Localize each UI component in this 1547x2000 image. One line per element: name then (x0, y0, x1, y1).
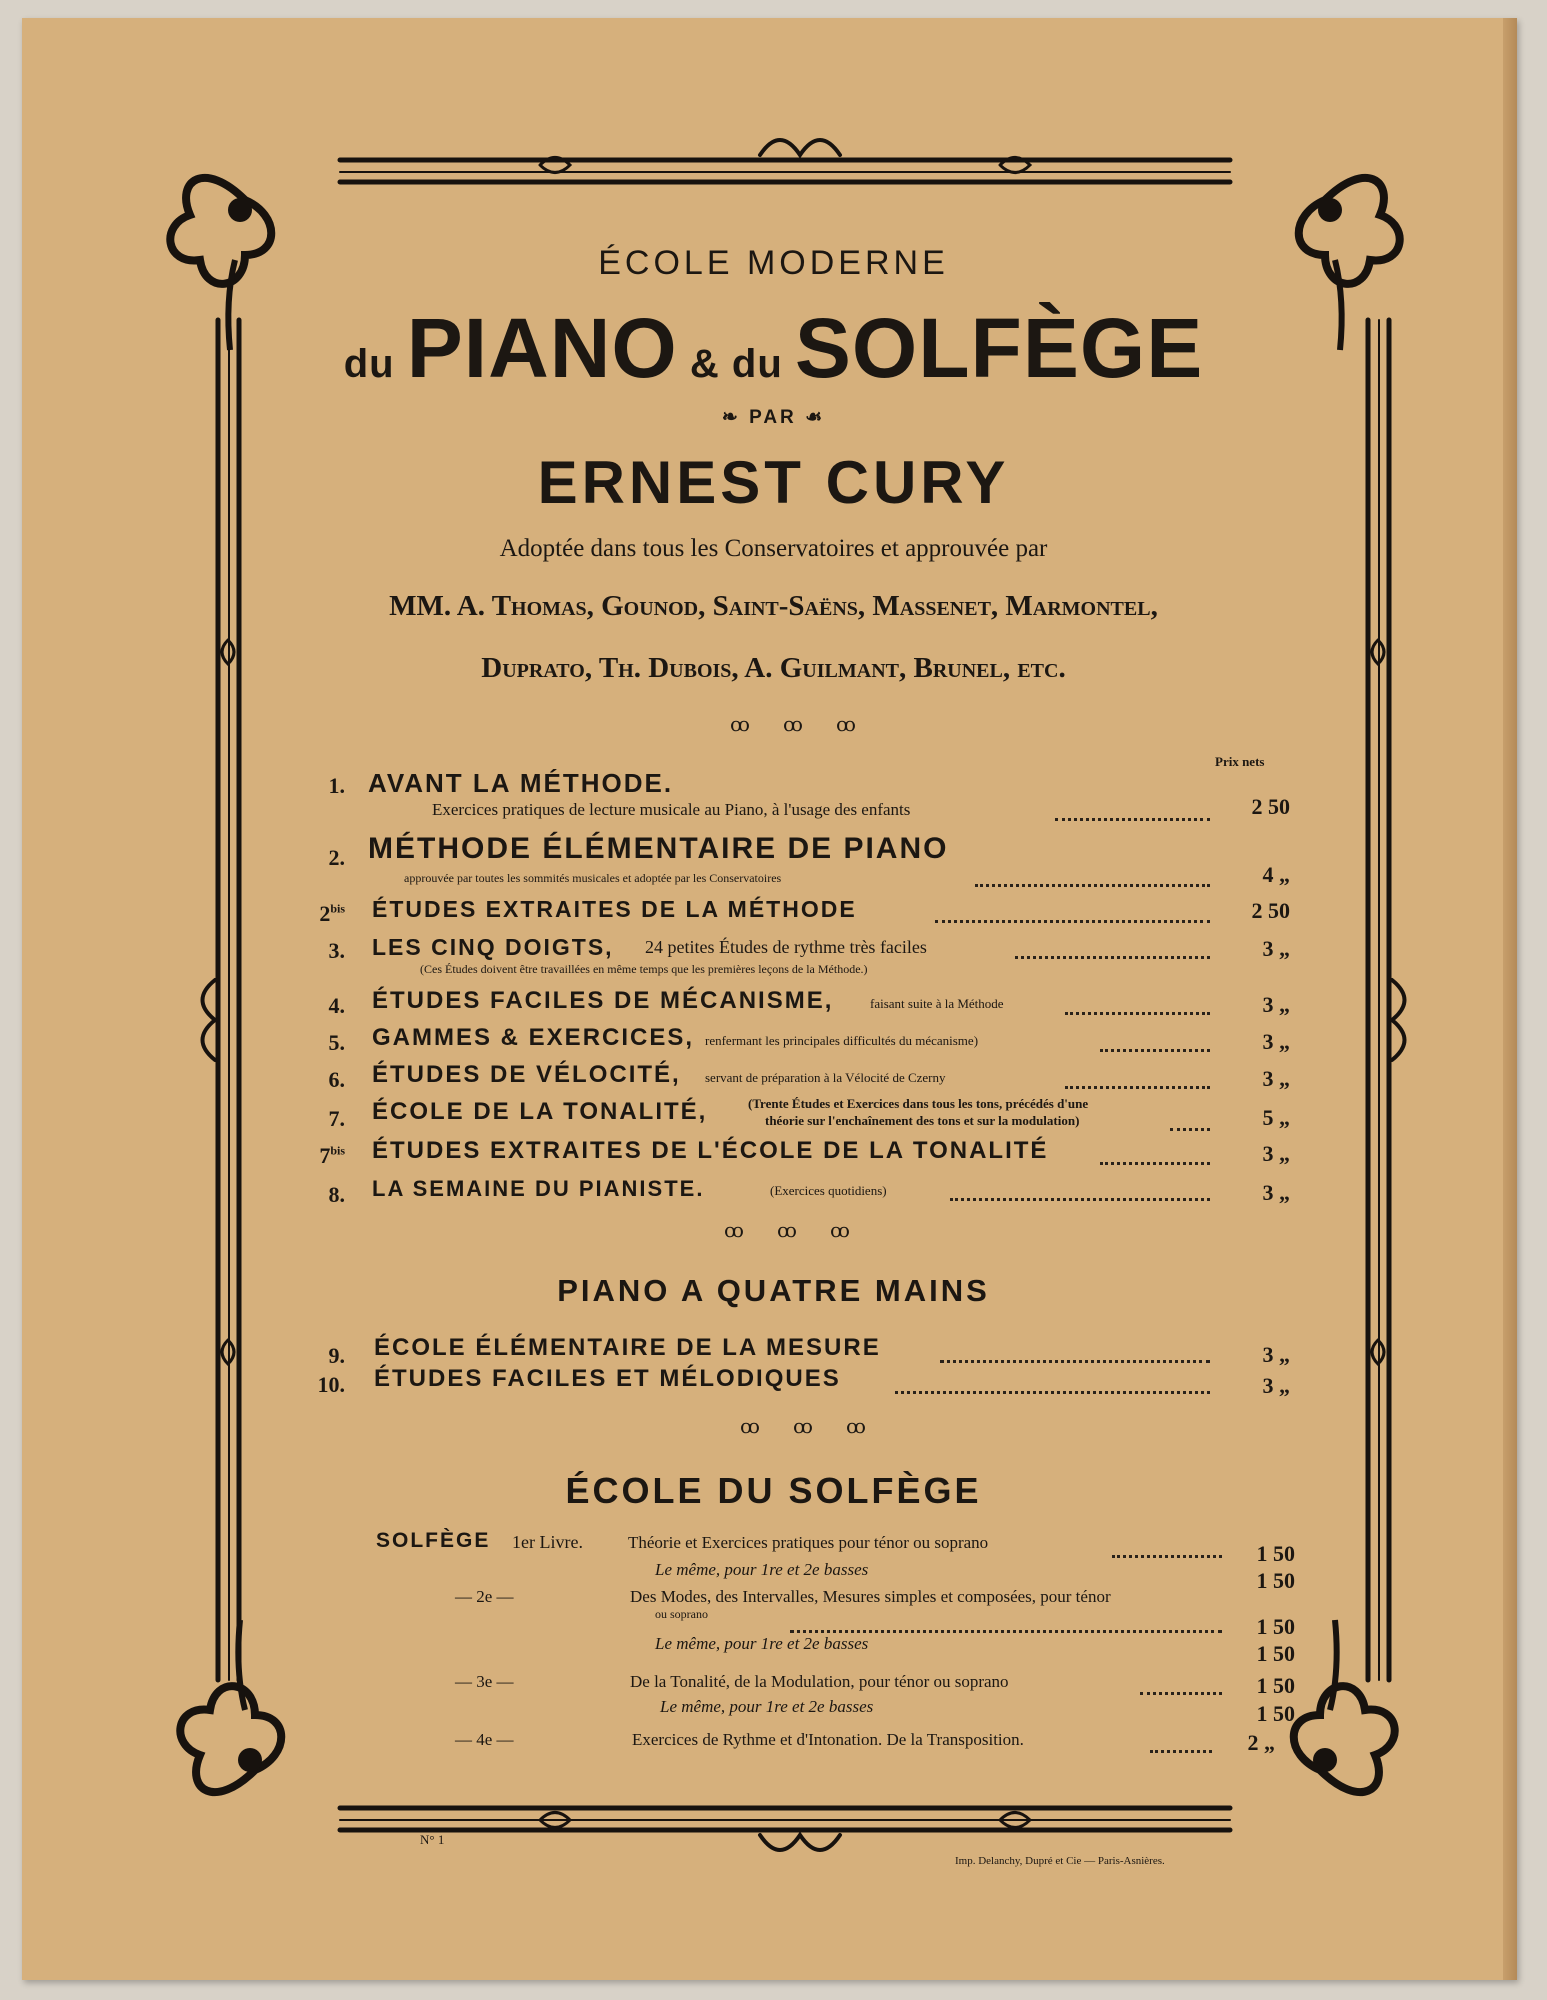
leader-dots (935, 920, 1210, 923)
solfege-row-price: 1 50 (1256, 1614, 1295, 1639)
solfege-book-1: 1er Livre. (512, 1532, 583, 1552)
item-number: 6. (328, 1067, 345, 1092)
solfege-row-price: 1 50 (1256, 1541, 1295, 1566)
item-title: ÉTUDES DE VÉLOCITÉ, (372, 1061, 681, 1088)
solfege-row-desc: Le même, pour 1re et 2e basses (655, 1634, 869, 1653)
item-description: 24 petites Études de rythme très faciles (645, 937, 927, 957)
leader-dots (1100, 1049, 1210, 1052)
item-description: renfermant les principales difficultés du mécanisme) (705, 1033, 979, 1048)
solfege-row-book: — 3e — (455, 1672, 514, 1691)
solfege-row-price: 1 50 (1256, 1641, 1295, 1666)
solfege-label: SOLFÈGE (376, 1529, 491, 1552)
solfege-row-desc: Exercices de Rythme et d'Intonation. De la Transposition. (632, 1730, 1024, 1749)
item-description: approuvée par toutes les sommités musicales et adoptée par les Conservatoires (404, 871, 782, 885)
item-number-bis: bis (330, 901, 345, 916)
leader-dots (1100, 1162, 1210, 1165)
item-title: AVANT LA MÉTHODE. (368, 768, 674, 798)
leader-dots (1055, 818, 1210, 821)
adopted-line: Adoptée dans tous les Conservatoires et approuvée par (499, 535, 1048, 562)
leader-dots (1112, 1555, 1222, 1558)
item-number-bis: bis (330, 1143, 345, 1158)
ornament-divider-1: ꝏ ꝏ ꝏ (730, 714, 870, 736)
solfege-row-desc: Le même, pour 1re et 2e basses (655, 1560, 869, 1579)
title-du-2: & du (677, 342, 795, 386)
plate-number: N° 1 (420, 1832, 445, 1847)
item-number: 8. (328, 1182, 345, 1207)
item-number: 3. (328, 938, 345, 963)
item-description: (Trente Études et Exercices dans tous les tons, précédés d'une (748, 1096, 1089, 1111)
section-ecole-du-solfege: ÉCOLE DU SOLFÈGE (565, 1470, 982, 1511)
item-title: ÉCOLE DE LA TONALITÉ, (372, 1098, 708, 1125)
item-title: ÉTUDES EXTRAITES DE L'ÉCOLE DE LA TONALITÉ (372, 1137, 1049, 1164)
item-price: 2 50 (1251, 794, 1290, 819)
item-price: 3 „ (1262, 1342, 1290, 1367)
title-solfege: SOLFÈGE (794, 301, 1204, 395)
solfege-row-desc: Des Modes, des Intervalles, Mesures simples et composées, pour ténor (630, 1587, 1111, 1606)
title-du-1: du (343, 342, 407, 386)
leader-dots (1140, 1692, 1222, 1695)
item-title: LES CINQ DOIGTS, (372, 934, 614, 960)
item-price: 3 „ (1262, 992, 1290, 1017)
item-number: 1. (328, 773, 345, 798)
item-price: 3 „ (1262, 1373, 1290, 1398)
printer-imprint: Imp. Delanchy, Dupré et Cie — Paris-Asnières. (955, 1855, 1165, 1867)
item-description: (Exercices quotidiens) (770, 1183, 887, 1198)
ornament-divider-3: ꝏ ꝏ ꝏ (740, 1416, 880, 1438)
solfege-row-desc: De la Tonalité, de la Modulation, pour ténor ou soprano (630, 1672, 1009, 1691)
item-number: 4. (328, 993, 345, 1018)
leader-dots (1150, 1750, 1212, 1753)
solfege-row-book: — 4e — (455, 1730, 514, 1749)
item-number: 9. (328, 1343, 345, 1368)
leader-dots (1065, 1012, 1210, 1015)
item-price: 4 „ (1262, 862, 1290, 887)
par-line (0, 406, 1547, 429)
solfege-row-price: 1 50 (1256, 1701, 1295, 1726)
item-price: 3 „ (1262, 1141, 1290, 1166)
item-note: (Ces Études doivent être travaillées en même temps que les premières leçons de la Méthode.) (420, 962, 868, 976)
solfege-row-desc-cont: ou soprano (655, 1607, 708, 1621)
approvers-line-1: MM. A. Thomas, Gounod, Saint-Saëns, Massenet, Marmontel, (389, 590, 1158, 622)
leader-dots (790, 1630, 1222, 1633)
solfege-row-desc: Le même, pour 1re et 2e basses (660, 1697, 874, 1716)
item-number: 7. (328, 1106, 345, 1131)
item-price: 3 „ (1262, 1180, 1290, 1205)
leader-dots (1015, 956, 1210, 959)
item-title: LA SEMAINE DU PIANISTE. (372, 1176, 705, 1201)
leader-dots (975, 884, 1210, 887)
item-number (295, 901, 345, 927)
title-ecole-moderne: ÉCOLE MODERNE (598, 244, 949, 282)
solfege-row-price: 1 50 (1256, 1673, 1295, 1698)
ornament-divider-2: ꝏ ꝏ ꝏ (724, 1220, 864, 1242)
item-note: théorie sur l'enchaînement des tons et sur la modulation) (765, 1113, 1080, 1128)
solfege-row-price: 2 „ (1247, 1730, 1275, 1755)
title-piano-solfege (0, 300, 1547, 397)
fleuron-right-icon: ☙ (796, 407, 826, 428)
solfege-row-desc: Théorie et Exercices pratiques pour ténor ou soprano (628, 1533, 989, 1552)
solfege-row-book: — 2e — (455, 1587, 514, 1606)
leader-dots (1170, 1128, 1210, 1131)
item-title: MÉTHODE ÉLÉMENTAIRE DE PIANO (368, 832, 949, 865)
leader-dots (895, 1391, 1210, 1394)
item-number-base: 2 (319, 901, 331, 926)
item-title: GAMMES & EXERCICES, (372, 1024, 695, 1051)
item-description: Exercices pratiques de lecture musicale au Piano, à l'usage des enfants (432, 800, 911, 819)
item-number-base: 7 (319, 1143, 331, 1168)
item-number: 10. (317, 1372, 345, 1397)
item-price: 3 „ (1262, 1066, 1290, 1091)
item-price: 2 50 (1251, 898, 1290, 923)
item-description: faisant suite à la Méthode (870, 996, 1004, 1011)
item-number: 2. (328, 845, 345, 870)
approvers-line-2: Duprato, Th. Dubois, A. Guilmant, Brunel, etc. (481, 652, 1066, 684)
solfege-row-price: 1 50 (1256, 1568, 1295, 1593)
price-column-header: Prix nets (1215, 754, 1265, 769)
author-name: ERNEST CURY (537, 449, 1010, 516)
item-number: 5. (328, 1030, 345, 1055)
item-price: 5 „ (1262, 1105, 1290, 1130)
section-piano-quatre-mains: PIANO A QUATRE MAINS (557, 1273, 990, 1308)
leader-dots (1065, 1086, 1210, 1089)
leader-dots (940, 1360, 1210, 1363)
item-number (295, 1143, 345, 1169)
item-title: ÉTUDES FACILES DE MÉCANISME, (372, 987, 834, 1014)
par-text: PAR (749, 407, 797, 428)
item-price: 3 „ (1262, 936, 1290, 961)
fleuron-left-icon: ❧ (721, 407, 750, 428)
item-description: servant de préparation à la Vélocité de Czerny (705, 1070, 946, 1085)
title-piano: PIANO (406, 301, 678, 395)
item-price: 3 „ (1262, 1029, 1290, 1054)
item-title: ÉTUDES FACILES ET MÉLODIQUES (374, 1365, 841, 1392)
item-title: ÉCOLE ÉLÉMENTAIRE DE LA MESURE (374, 1334, 881, 1361)
leader-dots (950, 1198, 1210, 1201)
item-title: ÉTUDES EXTRAITES DE LA MÉTHODE (372, 896, 857, 922)
